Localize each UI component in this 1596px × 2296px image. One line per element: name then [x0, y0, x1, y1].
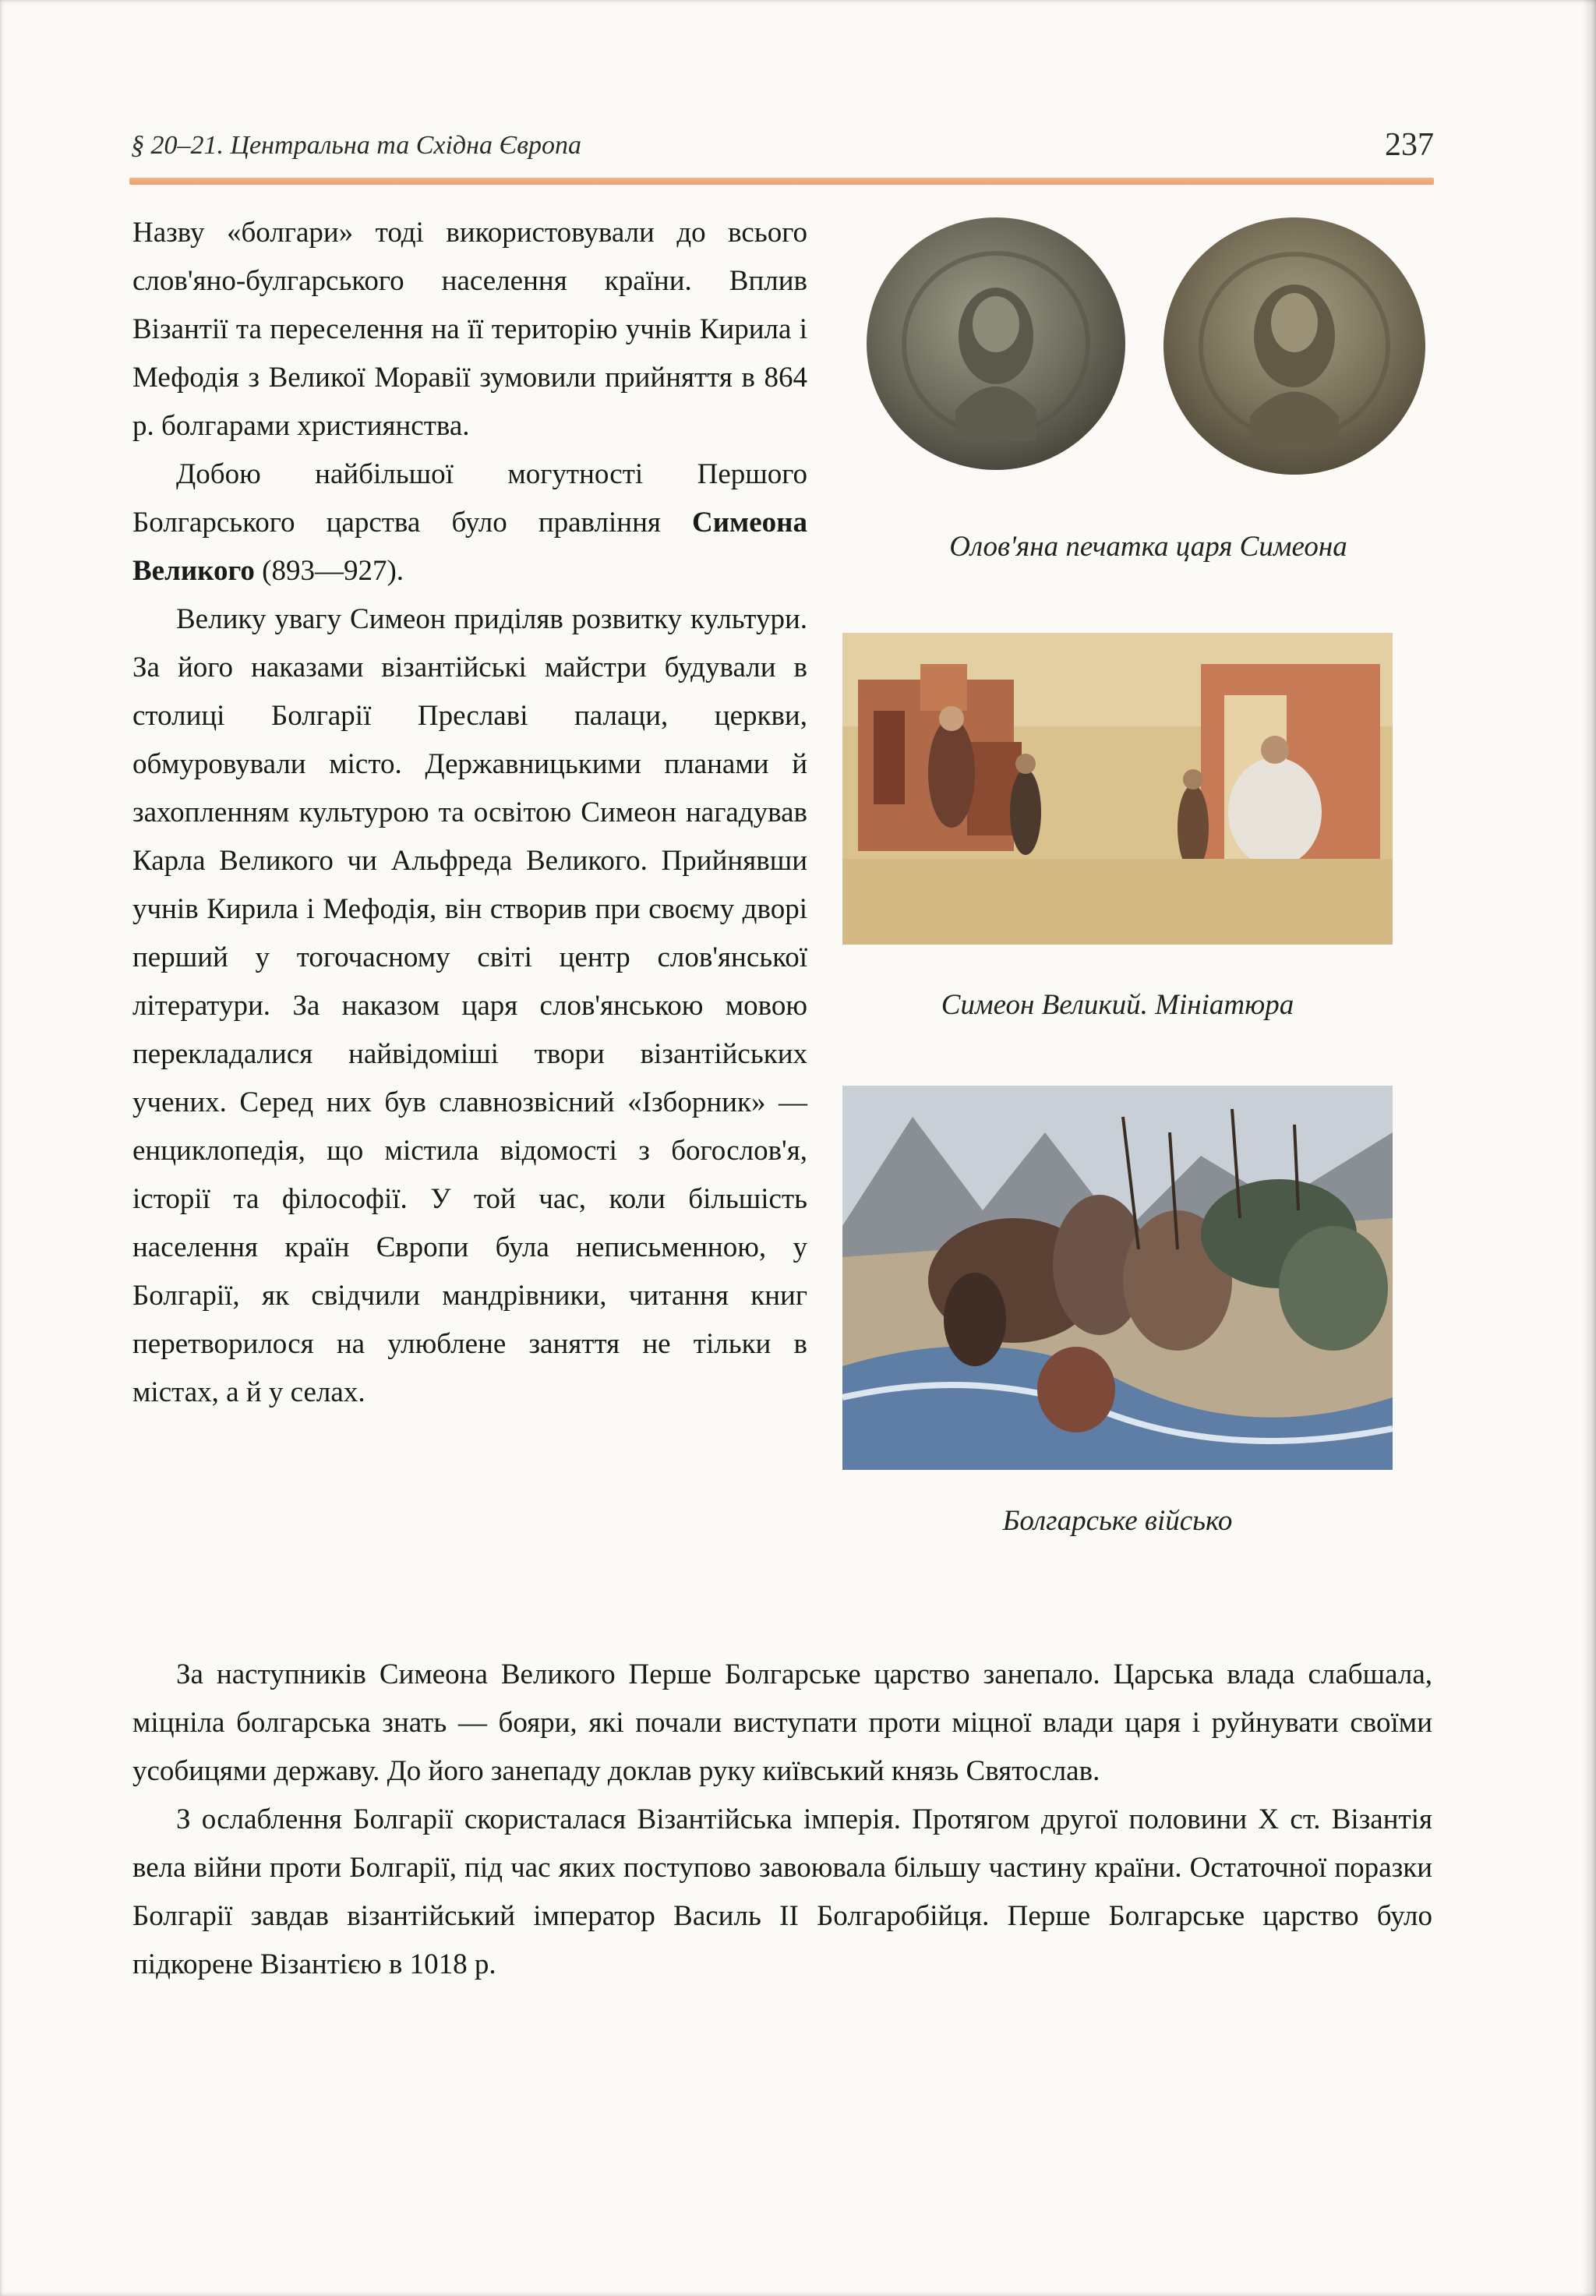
paragraph-decline: За наступників Симеона Великого Перше Болгарське царство занепало. Царська влада слабшала, міцніла болгарська знать — бояри, які почали виступати проти міцної влади царя і руйнувати своїми усобицями державу. До його занепаду доклав руку київський князь Святослав.: [132, 1658, 1432, 1787]
army-image: [842, 1086, 1393, 1470]
miniature-image: [842, 633, 1393, 945]
paragraph-culture: Велику увагу Симеон приділяв розвитку культури. За його наказами візантійські майстри будували в столиці Болгарії Преславі палаци, церкви, обмуровували місто. Державницькими планами й захопленням культурою та освітою Симеон нагадував Карла Великого чи Альфреда Великого. Прийнявши учнів Кирила і Мефодія, він створив при своєму дворі перший у тогочасному світі центр слов'янської літератури. За наказом царя слов'янською мовою перекладалися найвідоміші твори візантійських учених. Серед них був славнозвісний «Ізборник» — енциклопедія, що містила відомості з богослов'я, історії та філософії. У той час, коли більшість населення країн Європи була неписьменною, у Болгарії, як свідчили мандрівники, читання книг перетворилося на улюблене заняття не тільки в містах, а й у селах.: [132, 603, 807, 1408]
header-rule: [129, 178, 1434, 185]
paragraph-simeon-era-before: Добою найбільшої могутності Першого Болгарського царства було правління: [132, 458, 807, 539]
miniature-caption: Симеон Великий. Мініатюра: [941, 989, 1294, 1021]
full-width-text: [132, 1651, 1432, 1989]
paragraph-byzantine-conquest: З ослаблення Болгарії скористалася Візантійська імперія. Протягом другої половини X ст. Візантія вела війни проти Болгарії, під час яких поступово завоювала більшу частину країни. Остаточної поразки Болгарії завдав візантійський імператор Василь II Болгаробійця. Перше Болгарське царство було підкорене Візантією в 1018 р.: [132, 1803, 1432, 1980]
paragraph-simeon-era-after: (893—927).: [254, 555, 404, 587]
paragraph-bulgars-name: Назву «болгари» тоді використовували до всього слов'яно-булгарського населення країни. Вплив Візантії та переселення на її територію учнів Кирила і Мефодія з Великої Моравії зумовили прийняття в 864 р. болгарами християнства.: [132, 217, 807, 442]
page-number: 237: [1385, 127, 1434, 163]
left-column-text: [132, 209, 807, 1417]
paragraph-simeon-era: [132, 450, 807, 595]
simeon-name-bold: Симеона Великого: [132, 507, 807, 587]
running-head: § 20–21. Центральна та Східна Європа: [131, 131, 581, 160]
seal-caption: Олов'яна печатка царя Симеона: [949, 531, 1347, 563]
seal-image: [862, 207, 1435, 480]
army-caption: Болгарське військо: [1002, 1505, 1233, 1537]
page-edge: [1582, 0, 1596, 2296]
